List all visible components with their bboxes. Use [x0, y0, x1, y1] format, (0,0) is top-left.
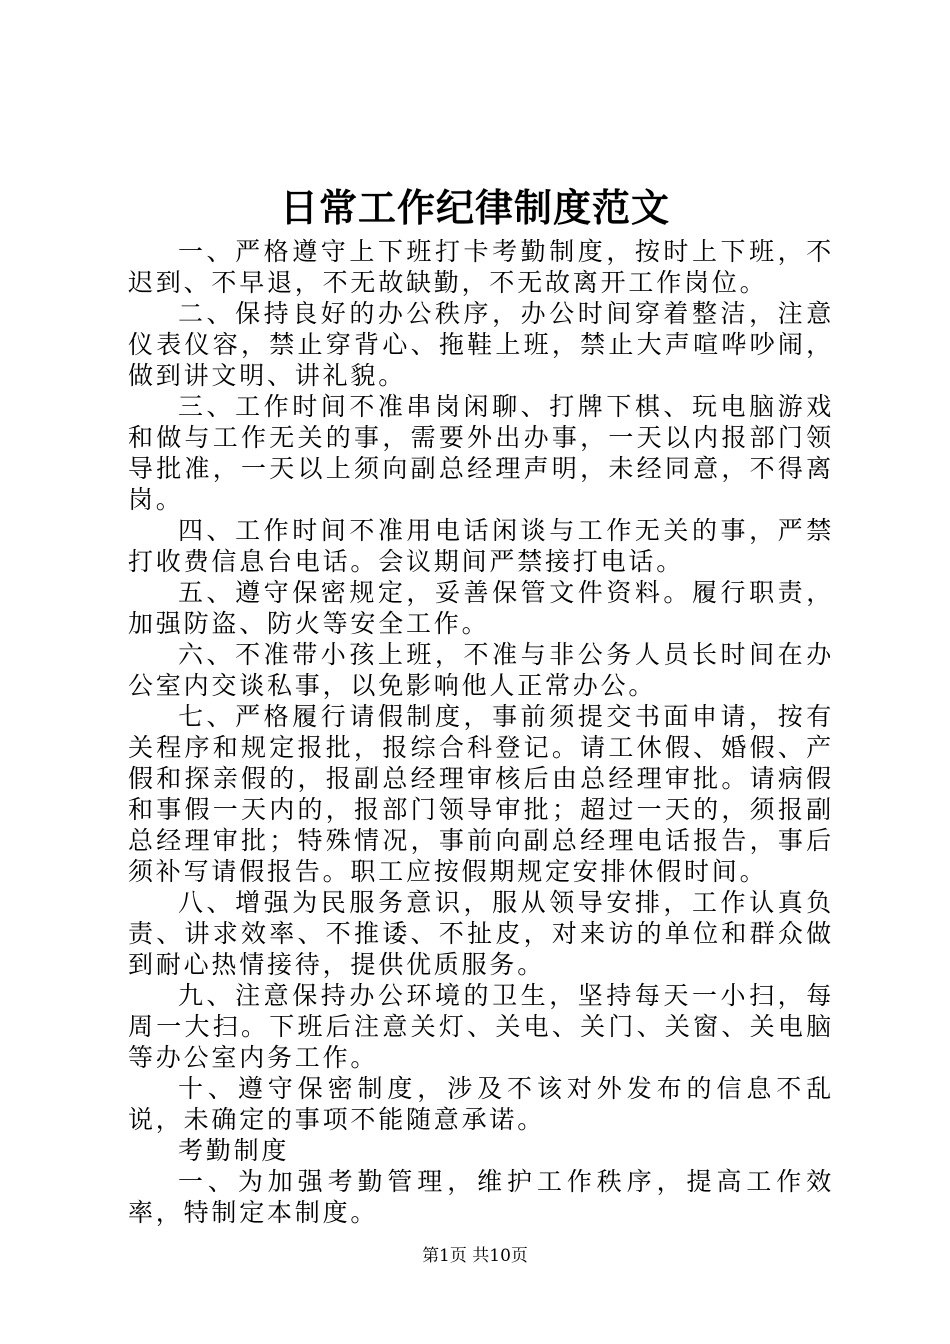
- paragraph: 三、工作时间不准串岗闲聊、打牌下棋、玩电脑游戏和做与工作无关的事，需要外出办事，一天以内报部门领导批准，一天以上须向副总经理声明，未经同意，不得离岗。: [128, 392, 834, 514]
- paragraph: 八、增强为民服务意识，服从领导安排，工作认真负责、讲求效率、不推诿、不扯皮，对来访的单位和群众做到耐心热情接待，提供优质服务。: [128, 888, 834, 979]
- paragraph: 十、遵守保密制度，涉及不该对外发布的信息不乱说，未确定的事项不能随意承诺。: [128, 1074, 834, 1134]
- page-footer: 第1页 共10页: [422, 1246, 528, 1266]
- paragraph: 五、遵守保密规定，妥善保管文件资料。履行职责，加强防盗、防火等安全工作。: [128, 578, 834, 638]
- document-title: 日常工作纪律制度范文: [279, 185, 670, 230]
- paragraph: 二、保持良好的办公秩序，办公时间穿着整洁，注意仪表仪容，禁止穿背心、拖鞋上班，禁止大声喧哗吵闹，做到讲文明、讲礼貌。: [128, 299, 834, 390]
- paragraph: 一、严格遵守上下班打卡考勤制度，按时上下班，不迟到、不早退，不无故缺勤，不无故离开工作岗位。: [128, 237, 834, 297]
- paragraph: 四、工作时间不准用电话闲谈与工作无关的事，严禁打收费信息台电话。会议期间严禁接打电话。: [128, 516, 834, 576]
- section-heading: 考勤制度: [178, 1136, 290, 1165]
- paragraph: 一、为加强考勤管理，维护工作秩序，提高工作效率，特制定本制度。: [128, 1167, 834, 1227]
- paragraph: 七、严格履行请假制度，事前须提交书面申请，按有关程序和规定报批，报综合科登记。请工休假、婚假、产假和探亲假的，报副总经理审核后由总经理审批。请病假和事假一天内的，报部门领导审批；超过一天的，须报副总经理审批；特殊情况，事前向副总经理电话报告，事后须补写请假报告。职工应按假期规定安排休假时间。: [128, 702, 834, 886]
- document-body: [128, 236, 834, 1228]
- paragraph: 九、注意保持办公环境的卫生，坚持每天一小扫，每周一大扫。下班后注意关灯、关电、关门、关窗、关电脑等办公室内务工作。: [128, 981, 834, 1072]
- paragraph: 六、不准带小孩上班，不准与非公务人员长时间在办公室内交谈私事，以免影响他人正常办公。: [128, 640, 834, 700]
